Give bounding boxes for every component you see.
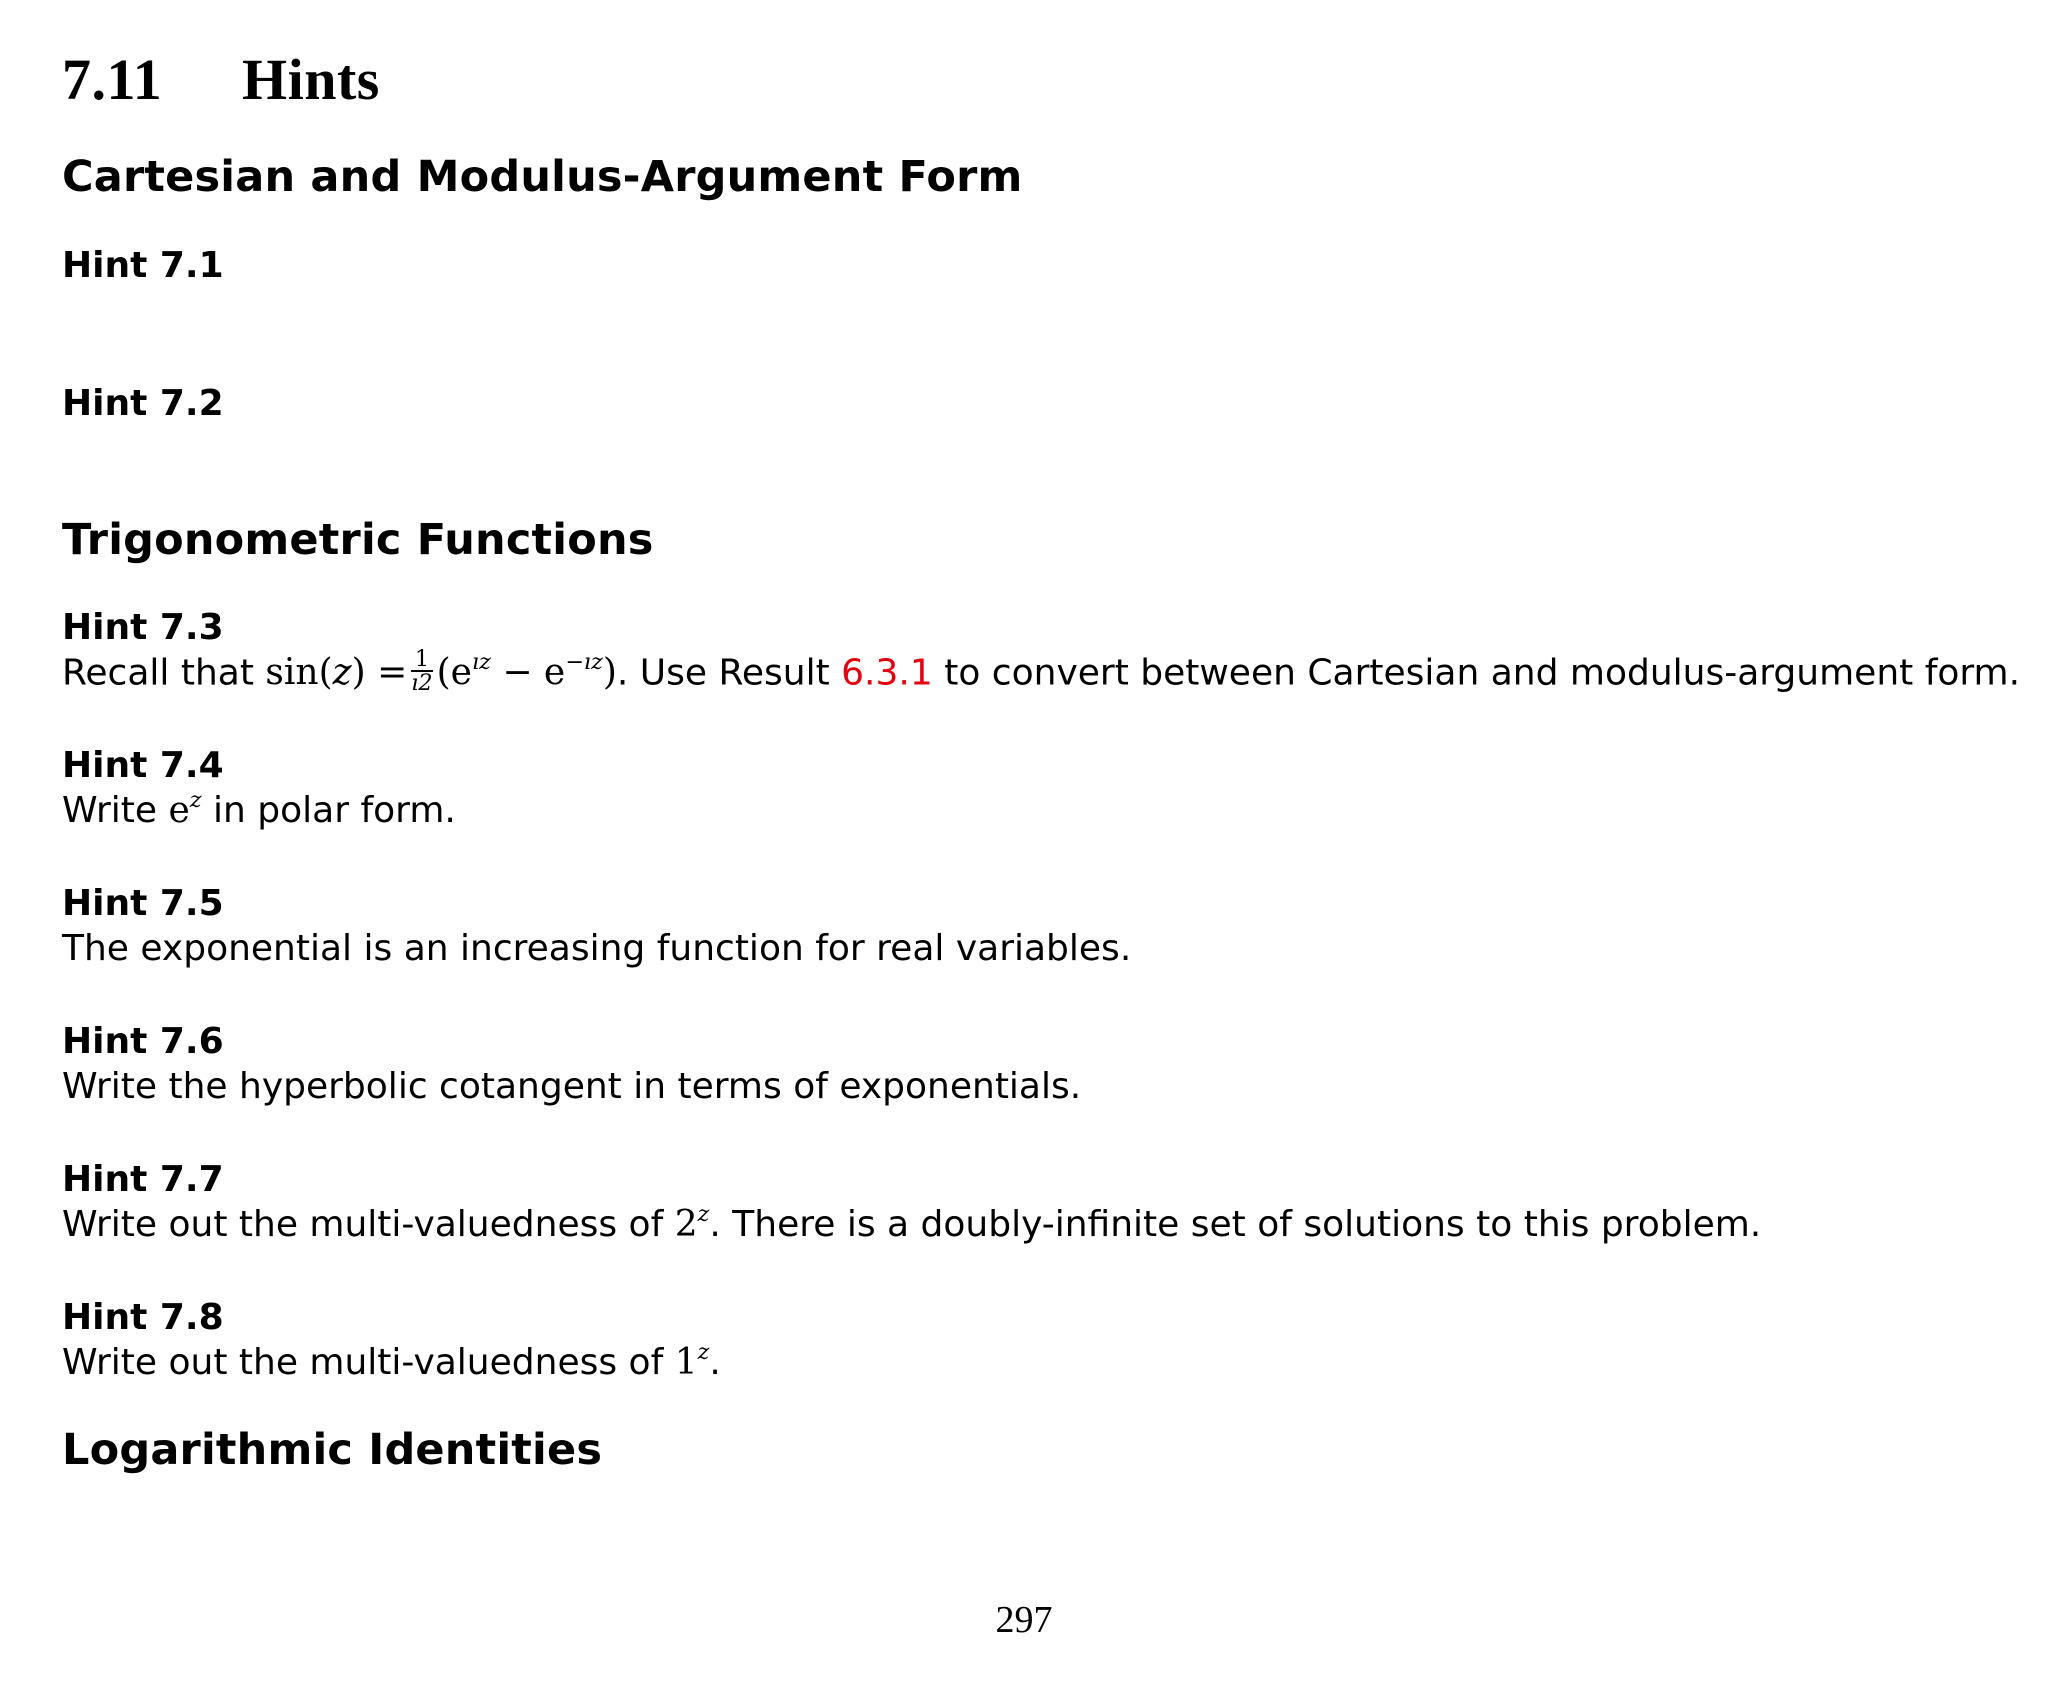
hint-7-1-title: Hint 7.1	[62, 245, 224, 286]
hint-7-5-body: The exponential is an increasing function for real variables.	[62, 928, 1132, 969]
hint-7-6-body: Write the hyperbolic cotangent in terms of exponentials.	[62, 1066, 1082, 1107]
section-title-text: Hints	[242, 47, 380, 112]
exp-z: $e^z$	[168, 786, 202, 831]
two-to-z: 2$^z$	[674, 1200, 710, 1245]
hint-7-7-body: Write out the multi-valuedness of 2$^z$. There is a doubly-infinite set of solutions to this problem.	[62, 1200, 1762, 1245]
page-number: 297	[995, 1599, 1053, 1641]
hint-7-3-pre: Recall that	[62, 652, 254, 694]
subsection-cartesian: Cartesian and Modulus-Argument Form	[62, 152, 1023, 202]
sine-formula: sin(z) = $\frac{1}{ı2}$ $(e^{ız} - e^{-ız})$	[265, 646, 617, 697]
one-to-z: 1$^z$	[674, 1338, 710, 1383]
hint-7-7-title: Hint 7.7	[62, 1159, 224, 1200]
hint-7-4-body: Write $e^z$ in polar form.	[62, 786, 456, 831]
document-page	[62, 0, 2021, 1687]
fraction-one-over-i2: $\frac{1}{ı2}$	[411, 646, 433, 697]
hint-7-3-title: Hint 7.3	[62, 607, 224, 648]
hint-7-5-title: Hint 7.5	[62, 883, 224, 924]
hint-7-2-title: Hint 7.2	[62, 383, 224, 424]
section-title	[62, 46, 380, 113]
hint-7-8-body: Write out the multi-valuedness of 1$^z$.	[62, 1338, 721, 1383]
hint-7-3-mid: . Use Result	[616, 652, 830, 694]
section-number: 7.11	[62, 47, 163, 112]
hint-7-3-body	[62, 646, 2021, 699]
hint-7-4-title: Hint 7.4	[62, 745, 224, 786]
subsection-trigonometric: Trigonometric Functions	[62, 515, 654, 565]
hint-7-8-title: Hint 7.8	[62, 1297, 224, 1338]
hint-7-3-post: to convert between Cartesian and modulus-argument form.	[944, 652, 2021, 694]
result-6-3-1-link[interactable]: 6.3.1	[841, 652, 933, 694]
subsection-logarithmic: Logarithmic Identities	[62, 1425, 603, 1475]
hint-7-6-title: Hint 7.6	[62, 1021, 224, 1062]
